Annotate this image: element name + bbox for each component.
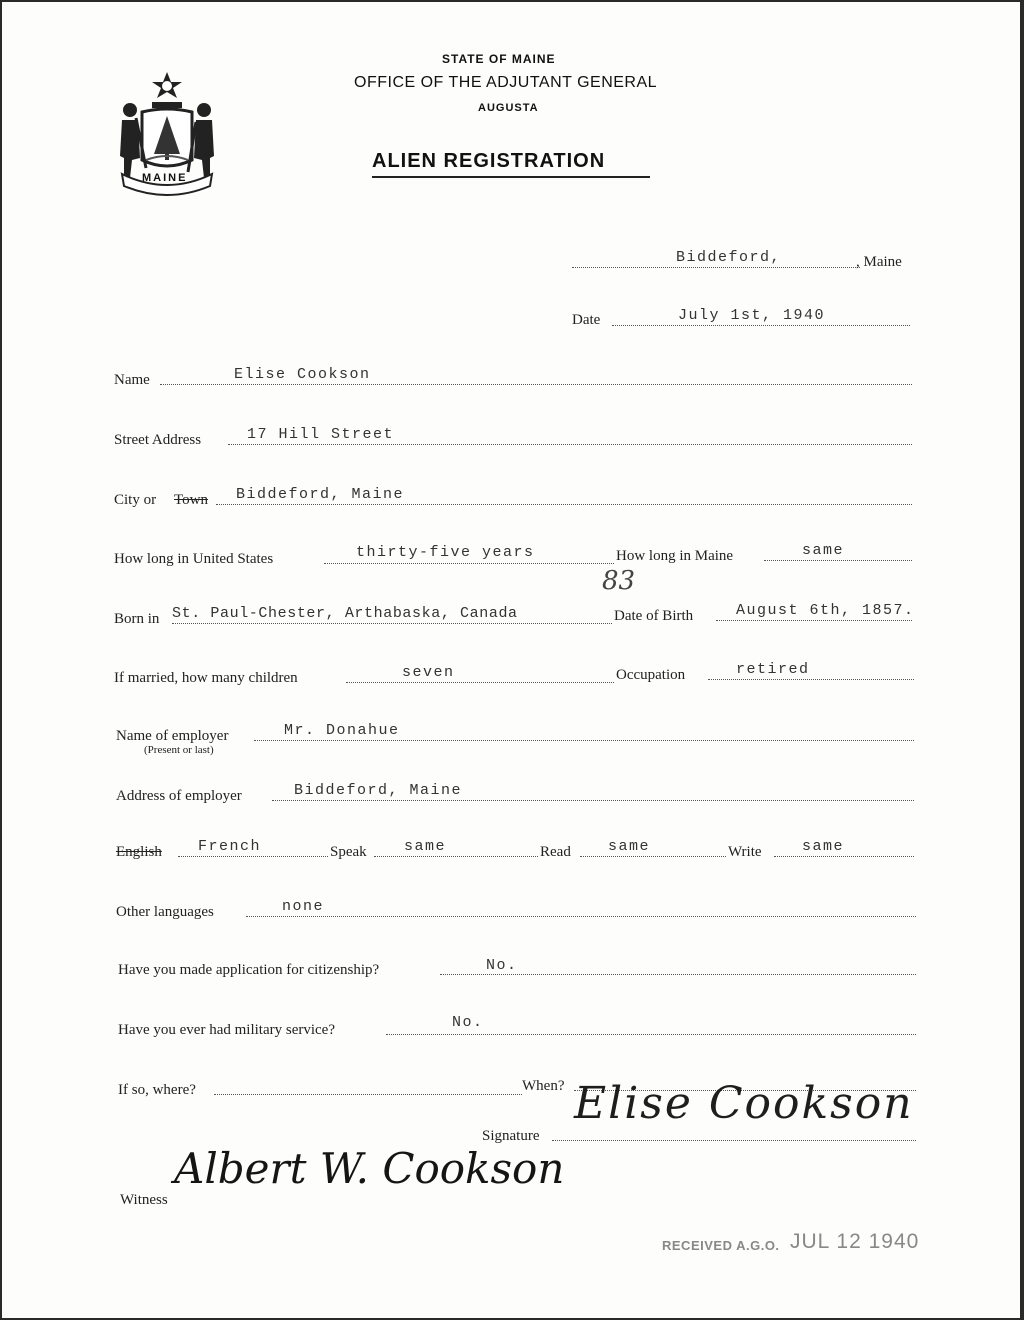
- header-office: OFFICE OF THE ADJUTANT GENERAL: [354, 74, 658, 91]
- city-label: City or: [114, 492, 157, 508]
- born-in-line: [172, 623, 612, 624]
- how-long-us-line: [324, 563, 614, 564]
- speak-label: Speak: [330, 844, 367, 860]
- name-value: Elise Cookson: [234, 366, 371, 383]
- date-label: Date: [572, 312, 601, 328]
- write-line: [774, 856, 914, 857]
- employer-sublabel: (Present or last): [144, 744, 214, 756]
- read-label: Read: [540, 844, 571, 860]
- employer-line: [254, 740, 914, 741]
- dob-line: [716, 620, 912, 621]
- state-seal-icon: [112, 68, 222, 196]
- occupation-line: [708, 679, 914, 680]
- other-languages-label: Other languages: [116, 904, 214, 920]
- other-languages-line: [246, 916, 916, 917]
- language-line: [178, 856, 328, 857]
- read-line: [580, 856, 726, 857]
- when-label: When?: [522, 1078, 565, 1094]
- read-value: same: [608, 838, 651, 855]
- signature-line: [552, 1140, 916, 1141]
- how-long-maine-label: How long in Maine: [616, 548, 734, 564]
- date-line: [612, 325, 910, 326]
- how-long-maine-line: [764, 560, 912, 561]
- children-line: [346, 682, 614, 683]
- received-stamp-date: JUL 12 1940: [790, 1230, 920, 1253]
- occupation-label: Occupation: [616, 667, 686, 683]
- citizenship-value: No.: [486, 957, 518, 974]
- citizenship-label: Have you made application for citizenship?: [118, 962, 380, 978]
- language-struck-label: English: [116, 844, 162, 860]
- occupation-value: retired: [736, 661, 810, 678]
- signature-label: Signature: [482, 1128, 540, 1144]
- where-line: [214, 1094, 522, 1095]
- write-value: same: [802, 838, 845, 855]
- children-label: If married, how many children: [114, 670, 298, 686]
- street-line: [228, 444, 912, 445]
- street-label: Street Address: [114, 432, 202, 448]
- city-line: [216, 504, 912, 505]
- header-state: STATE OF MAINE: [442, 52, 556, 66]
- dob-value: August 6th, 1857.: [736, 602, 915, 619]
- place-suffix: , Maine: [856, 254, 902, 270]
- employer-address-value: Biddeford, Maine: [294, 782, 463, 799]
- military-label: Have you ever had military service?: [118, 1022, 335, 1038]
- received-stamp-text: RECEIVED A.G.O.: [662, 1238, 780, 1253]
- employer-address-label: Address of employer: [116, 788, 242, 804]
- other-languages-value: none: [282, 898, 325, 915]
- registration-form: [2, 2, 1020, 1318]
- name-line: [160, 384, 912, 385]
- how-long-us-value: thirty-five years: [356, 544, 535, 561]
- born-in-value: St. Paul-Chester, Arthabaska, Canada: [172, 605, 518, 622]
- title-underline: [372, 176, 650, 178]
- children-value: seven: [402, 664, 455, 681]
- citizenship-line: [440, 974, 916, 975]
- date-value: July 1st, 1940: [678, 307, 826, 324]
- street-value: 17 Hill Street: [247, 426, 395, 443]
- military-value: No.: [452, 1014, 484, 1031]
- signature-value: Elise Cookson: [574, 1078, 914, 1129]
- born-in-label: Born in: [114, 611, 160, 627]
- write-label: Write: [728, 844, 762, 860]
- dob-label: Date of Birth: [614, 608, 694, 624]
- age-note: 83: [602, 566, 636, 596]
- page-title: ALIEN REGISTRATION: [372, 150, 606, 172]
- city-struck-label: Town: [174, 492, 208, 508]
- how-long-maine-value: same: [802, 542, 845, 559]
- witness-value: Albert W. Cookson: [174, 1144, 565, 1193]
- military-line: [386, 1034, 916, 1035]
- city-value: Biddeford, Maine: [236, 486, 405, 503]
- witness-label: Witness: [120, 1192, 168, 1208]
- employer-label: Name of employer: [116, 728, 229, 744]
- how-long-us-label: How long in United States: [114, 551, 274, 567]
- seal-label: MAINE: [142, 172, 188, 184]
- header-city: AUGUSTA: [478, 102, 539, 114]
- name-label: Name: [114, 372, 150, 388]
- place-line: [572, 267, 860, 268]
- speak-value: same: [404, 838, 447, 855]
- language-value: French: [198, 838, 262, 855]
- place-value: Biddeford,: [676, 249, 782, 266]
- where-label: If so, where?: [118, 1082, 196, 1098]
- employer-address-line: [272, 800, 914, 801]
- employer-value: Mr. Donahue: [284, 722, 400, 739]
- speak-line: [374, 856, 538, 857]
